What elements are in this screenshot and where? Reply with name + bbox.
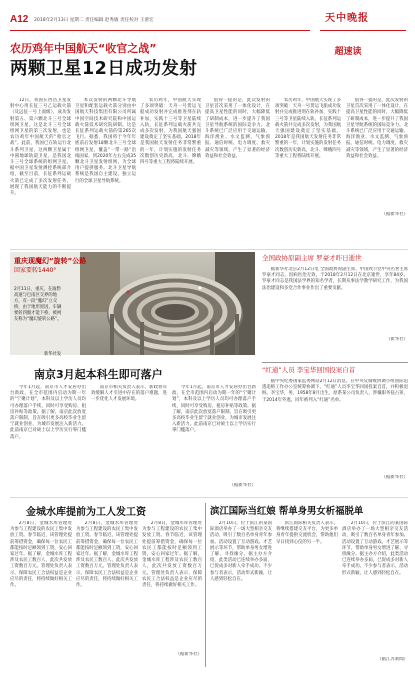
photo-title bbox=[14, 256, 104, 276]
newspaper-brand: 天中晚报 bbox=[325, 13, 369, 24]
lead-column-5: 农历鸡年，中国航天实现了多项突破：天舟一号货运飞船成功发射并完成推进剂在轨补加，实践十三号等卫星陆续入轨，长征系列运载火箭共完成多次发射，为我国航天强国建设奠定了坚实基础。2018年是我国航天发射任务非常繁重的一年，计划实施的发射任务次数创历史新高，北斗、嫦娥四号等重大工程将陆续开展。 bbox=[275, 98, 341, 159]
header-rule-right bbox=[320, 30, 406, 31]
page-number: A12 bbox=[10, 14, 29, 25]
matchmaking-column-2: 滨江国际相关负责人表示，将继续搭建交友平台，为更多单身青年提供交流机会，帮助他们早日找到心仪的另一半。 bbox=[276, 521, 338, 545]
bottom-vertical-divider bbox=[205, 503, 206, 667]
nanjing-column-2: 南京市相关负责人表示，新政将有效缓解人才引进中存在的落户难题，进一步优化人才发展环境。 bbox=[91, 385, 167, 403]
bottom-divider bbox=[10, 497, 408, 498]
reservoir-column-1: 2月8日，金城水库管理处为参与工程建设的农民工集中发放工资。春节临近，该管理处提前筹措资金，确保每一位农民工都能按时足额领到工资，安心回家过年。据了解，金城水库工程涉及农民工数百人，此次共发放工资数百万元。管理处负责人表示，保障农民工合法权益是企业应尽的责任，将持续做好相关工作。 bbox=[10, 521, 72, 589]
matchmaking-headline: 滨江国际当红娘 帮单身男女析福脱单 bbox=[210, 506, 364, 517]
short-news-2-body: 据中央纪委国家监委网站2月12日消息，在中央反腐败协调小组国际追逃追赃工作办公室统筹协调下，“红通”人员李宝华回国投案自首，并积极退赃。李宝华，男，1958年8月出生，原系某公司负责人，涉嫌职务侵占罪，于2014年外逃，同年被列入“红通”名单。 bbox=[262, 379, 408, 403]
header-meta: 2018年2月13日 星期二 责任编辑 赵秀敏 责任校对 王蕾宏 bbox=[34, 18, 154, 23]
nanjing-signature: （据新华社） bbox=[229, 483, 256, 488]
nanjing-headline: 南京3月起本科生即可落户 bbox=[34, 368, 163, 381]
lead-kicker: 农历鸡年中国航天“收官之战” bbox=[10, 42, 157, 55]
short-news-divider bbox=[262, 362, 408, 363]
reservoir-column-3: 2月8日，金城水库管理处为参与工程建设的农民工集中发放工资。春节临近，该管理处提前筹措资金，确保每一位农民工都能按时足额领到工资，安心回家过年。据了解，金城水库工程涉及农民工数百人，此次共发放工资数百万元。管理处负责人表示，保障农民工合法权益是企业应尽的责任，将持续做好相关工作。 bbox=[142, 521, 202, 589]
lead-headline: 两颗卫星12日成功发射 bbox=[10, 59, 198, 79]
short-news-1-headline: 全国政协原副主席 罗豪才昨日逝世 bbox=[262, 254, 362, 262]
lead-signature: （据新华社） bbox=[381, 212, 408, 217]
reservoir-column-2: 2月8日，金城水库管理处为参与工程建设的农民工集中发放工资。春节临近，该管理处提前筹措资金，确保每一位农民工都能按时足额领到工资，安心回家过年。据了解，金城水库工程涉及农民工数百人，此次共发放工资数百万元。管理处负责人表示，保障农民工合法权益是企业应尽的责任，将持续做好相关工作。 bbox=[76, 521, 138, 589]
short-news-1-signature: （新华社） bbox=[386, 337, 408, 342]
short-news-2 bbox=[262, 366, 408, 481]
lead-column-6: 值得一提的是，此次发射的卫星首次采用了一体化设计，在提高卫星性能的同时，大幅降低了研制成本，进一步提升了我国卫星导航系统的国际竞争力。北斗系统已广泛应用于交通运输、海洋渔业、水文监测、气象预报、通信时统、电力调度、救灾减灾等领域，产生了显著的经济效益和社会效益。 bbox=[346, 98, 408, 159]
lead-column-1: 12日，我国在西昌卫星发射中心用长征三号乙运载火箭（及远征一号上面级），成功发射第五、第六颗北斗三号全球组网卫星。这是北斗三号全球组网卫星的第三次发射，也是农历鸡年中国航天的“收官之战”。此前，我国已在轨运行北斗系列卫星，这两颗卫星属于中圆地球轨道卫星，是我国北斗三号全球系统的组网卫星。据中国卫星发射测控系统部介绍，截至目前，长征系列运载火箭已完成了多次发射任务，展现了我国航天能力的不断提升。 bbox=[10, 98, 71, 197]
short-news-2-headline: “红通”人员 李宝华回国投案自首 bbox=[262, 366, 356, 374]
section-label: 超速读 bbox=[334, 47, 362, 57]
lead-column-4: 值得一提的是，此次发射的卫星首次采用了一体化设计，在提高卫星性能的同时，大幅降低了研制成本，进一步提升了我国卫星导航系统的国际竞争力。北斗系统已广泛应用于交通运输、海洋渔业、水文监测、气象预报、通信时统、电力调度、救灾减灾等领域，产生了显著的经济效益和社会效益。 bbox=[205, 98, 270, 159]
photo-subtitle: 回家要转1440° bbox=[14, 267, 57, 274]
photo-credit: 新华社发 bbox=[44, 352, 62, 357]
header-rule bbox=[10, 30, 310, 31]
reservoir-signature: （据新华社） bbox=[175, 652, 202, 657]
nanjing-column-1: 今年1月起，南京市人才安居办出台新政，在全市范围内启动为期一年的“宁聚计划”，本科及以上学历人员均可办理落户手续，同时可享受购房、租房补贴等政策。据了解，南京此次放宽落户限制，旨在吸引更多高校毕业生留宁就业创业，为城市发展注入新活力。此前南京已对硕士以上学历实行零门槛落户。 bbox=[10, 385, 86, 440]
photo-caption: 2月11日，重庆，在渝黔高速与巴南区交界的地方，有一段“魔幻”立交桥，由于地形原因，车辆要转四圈才能下桥，被网友称为“魔幻旋转公路”。 bbox=[14, 287, 62, 322]
short-news-2-signature: （据新华社） bbox=[381, 475, 408, 480]
reservoir-headline: 金城水库提前为工人发工资 bbox=[26, 507, 146, 518]
nanjing-column-3: 今年1月起，南京市人才安居办出台新政，在全市范围内启动为期一年的“宁聚计划”，本科及以上学历人员均可办理落户手续，同时可享受购房、租房补贴等政策。据了解，南京此次放宽落户限制，旨在吸引更多高校毕业生留宁就业创业，为城市发展注入新活力。此前南京已对硕士以上学历实行零门槛落户。 bbox=[172, 385, 256, 434]
short-news-1-body: 据新华社北京2月12日电 全国政协原副主席、中国致公党中央名誉主席罗豪才同志，因病医治无效，于2018年2月12日在北京逝世，享年84岁。罗豪才同志是我国法学界的知名学者，长期从事法学教学研究工作，为我国法治建设和多党合作事业作出了重要贡献。 bbox=[262, 267, 408, 291]
section-divider bbox=[10, 249, 408, 250]
matchmaking-column-3: 2月10日，位于滨江的某国际酒店举办了一场大型相亲交友活动，吸引了数百名单身青年参加。活动设置了互动游戏、才艺展示等环节，帮助单身男女增进了解、寻找缘分。据主办方介绍，此类活动已连续举办多届，已促成多对新人牵手成功。不少参与者表示，活动形式新颖，让人感到轻松自在。 bbox=[342, 521, 408, 576]
matchmaking-signature: （据江苏新闻） bbox=[377, 657, 408, 662]
lead-column-2: 本次发射的两颗北斗导航卫星和配套运载火箭分别由中国航天科技集团有限公司所属中国空间技术研究院和中国运载火箭技术研究院研制。这是长征系列运载火箭的第265次飞行。据悉，我国将于今年年底前后发射18颗北斗三号全球组网卫星，覆盖“一带一路”沿线国家，到2020年左右完成35颗北斗卫星发射组网，为全球用户提供服务。北斗卫星导航系统是我国自主建设、独立运行的全球卫星导航系统。 bbox=[75, 98, 136, 184]
short-news-1 bbox=[262, 254, 408, 343]
photo-title-line1: 重庆现魔幻“旋转”公路 bbox=[14, 257, 87, 265]
lead-column-3: 农历鸡年，中国航天实现了多项突破：天舟一号货运飞船成功发射并完成推进剂在轨补加，实践十三号等卫星陆续入轨，长征系列运载火箭共完成多次发射，为我国航天强国建设奠定了坚实基础。2018年是我国航天发射任务非常繁重的一年，计划实施的发射任务次数创历史新高，北斗、嫦娥四号等重大工程将陆续开展。 bbox=[140, 98, 201, 166]
matchmaking-column-1: 2月10日，位于滨江的某国际酒店举办了一场大型相亲交友活动，吸引了数百名单身青年参加。活动设置了互动游戏、才艺展示等环节，帮助单身男女增进了解、寻找缘分。据主办方介绍，此类活动已连续举办多届，已促成多对新人牵手成功。不少参与者表示，活动形式新颖，让人感到轻松自在。 bbox=[210, 521, 272, 582]
